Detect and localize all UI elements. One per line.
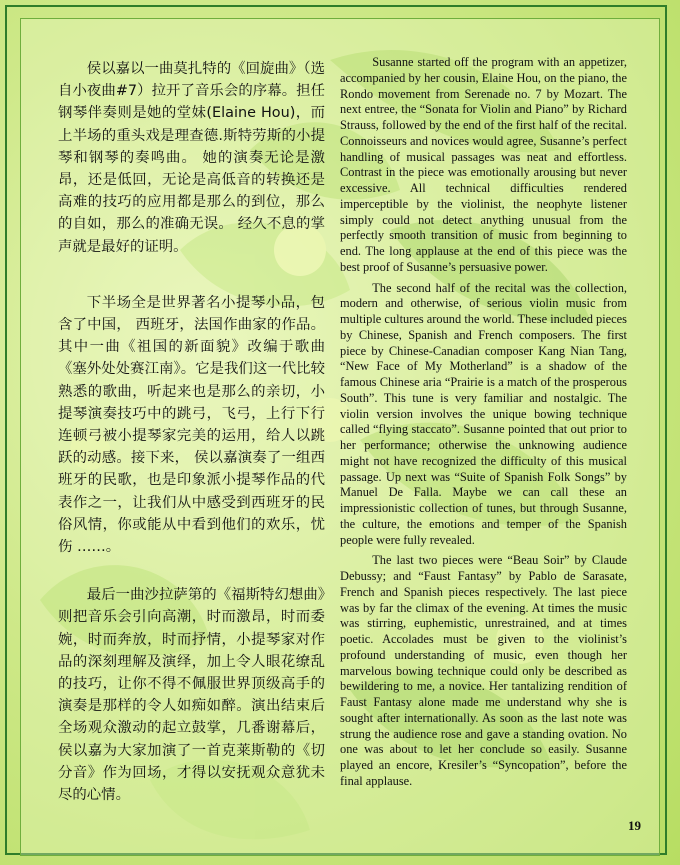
- chinese-paragraph-2: 下半场全是世界著名小提琴小品，包含了中国， 西班牙，法国作曲家的作品。其中一曲《祖国的新面貌》改编于歌曲《塞外处处赛江南》。它是我们这一代比较熟悉的歌曲，听起来也是那么的亲切，小提琴演奏技巧中的跳弓，飞弓，上行下行连顿弓被小提琴家完美的运用，给人以跳跃的动感。接下来， 侯以嘉演奏了一组西班牙的民歌，也是印象派小提琴作品的代表作之一，让我们从中感受到西班牙的民俗风情，你或能从中看到他们的欢乐，忧伤 ……。: [58, 294, 325, 556]
- english-paragraph-1: Susanne started off the program with an appetizer, accompanied by her cousin, Elaine Hou, on the piano, the Rondo movement from Serenade no. 7 by Mozart. The next entree, the “Sonata for Violin and Piano” by Richard Strauss, followed by the end of the first half of the recital. Connoisseurs and novices would agree, Susanne’s perfect handling of musical passages was neat and effortless. Contrast in the piece was emotionally arousing but never excessive. All technical difficulties rendered imperceptible by the violinist, the neophyte listener simply could not detect anything unusual from the perfectly smooth transition of music from beginning to end. The long applause at the end of this piece was the best proof of Susanne’s persuasive power.: [340, 55, 627, 274]
- chinese-paragraph-3: 最后一曲沙拉萨第的《福斯特幻想曲》则把音乐会引向高潮，时而激昂，时而委婉，时而奔放，时而抒情，小提琴家对作品的深刻理解及演绎，加上令人眼花缭乱的技巧，让你不得不佩服世界顶级高手的演奏是那样的令人如痴如醉。演出结束后全场观众激动的起立鼓掌，几番谢幕后，侯以嘉为大家加演了一首克莱斯勒的《切分音》作为回场，才得以安抚观众意犹未尽的心情。: [58, 587, 325, 804]
- chinese-paragraph-1: 侯以嘉以一曲莫扎特的《回旋曲》（选自小夜曲#7）拉开了音乐会的序幕。担任钢琴伴奏则是她的堂妹(Elaine Hou)，而上半场的重头戏是理查德.斯特劳斯的小提琴和钢琴的奏鸣曲。 她的演奏无论是激昂，还是低回，无论是高低音的转换还是高难的技巧的应用都是那么的到位，那么的自如，那么的准确无误。 经久不息的掌声就是最好的证明。: [58, 61, 325, 255]
- english-paragraph-3: The last two pieces were “Beau Soir” by Claude Debussy; and “Faust Fantasy” by Pablo de Sarasate, French and Spanish pieces respectively. The last piece was by far the climax of the evening. At times the music was stirring, euphemistic, unrestrained, and at times poetic. Accolades must be given to the violinist’s profound understanding of music, even though her marvelous bowing technique could only be described as bewildering to me, a novice. Her tantalizing rendition of Faust Fantasy alone made me understand why she is sought after internationally. As soon as the last note was strung the audience rose and gave a standing ovation. No one was about to let her conclude so easily. Susanne played an encore, Kresiler’s “Syncopation”, before the final applause.: [340, 553, 627, 788]
- chinese-article-column: [58, 58, 325, 806]
- page-number: 19: [628, 818, 641, 833]
- english-paragraph-2: The second half of the recital was the collection, modern and otherwise, of serious violin music from multiple cultures around the world. These included pieces by Chinese, Spanish and French composers. The first piece by Chinese-Canadian composer Kang Nian Tang, “New Face of My Motherland” is a shadow of the famous Chinese aria “Prairie is a match of the prosperous South”. This tune is very familiar and nostalgic. The violin version involves the unique bowing technique called “flying staccato”. Susanne pointed that out prior to her performance; otherwise the unknowing audience might not have recognized the difficulty of this musical passage. Up next was “Suite of Spanish Folk Songs” by Manuel De Falla. Maybe we can call these an impressionistic collection of tunes, but through Susanne, the culture, the emotions and temper of the Spanish people were fully revealed.: [340, 280, 627, 547]
- english-article-column: [340, 55, 627, 790]
